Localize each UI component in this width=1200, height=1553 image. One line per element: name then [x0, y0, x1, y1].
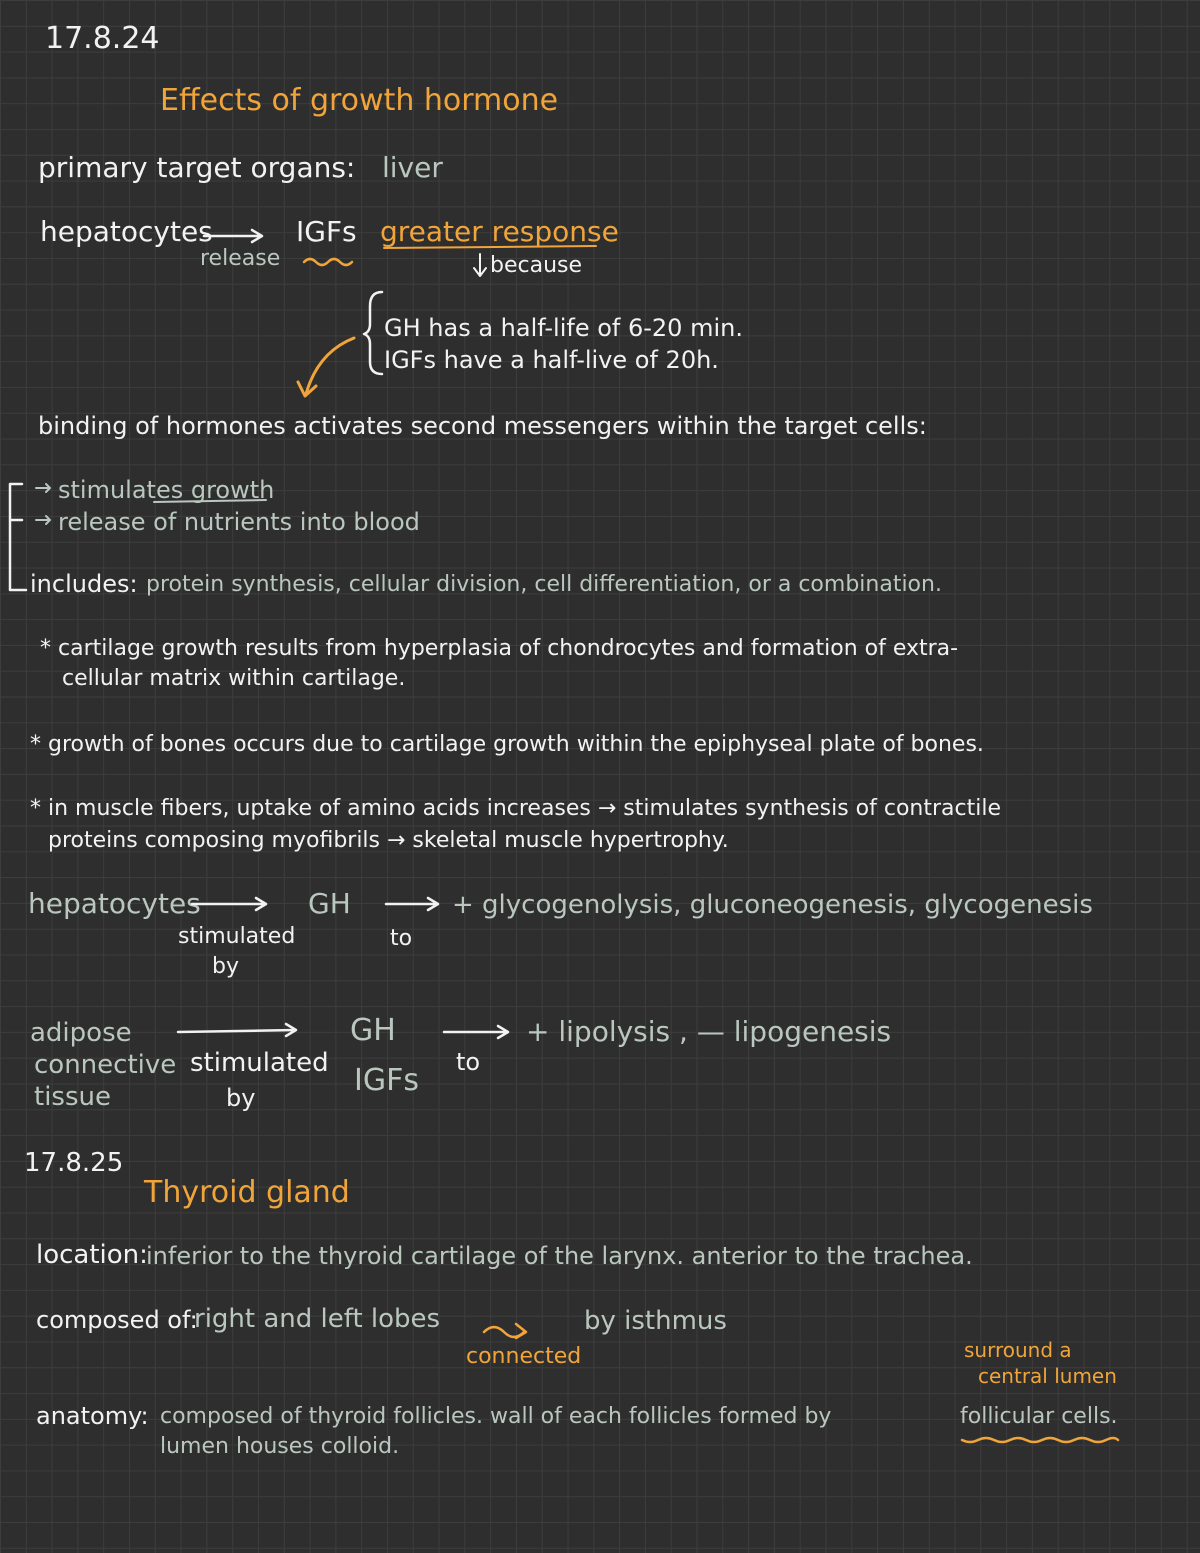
bullet-3-line-1: * in muscle fibers, uptake of amino acids increases → stimulates synthesis of contractile	[30, 796, 1001, 821]
date-heading-2: 17.8.25	[24, 1148, 124, 1178]
brace-halflife	[364, 292, 382, 374]
squiggle-igfs	[304, 259, 352, 265]
by-isthmus: by isthmus	[584, 1306, 727, 1336]
underline-stimulates	[154, 500, 266, 502]
arrow-adipose-gh	[178, 1024, 296, 1036]
bullet-1-line-1: * cartilage growth results from hyperplasia of chondrocytes and formation of extra-	[40, 636, 959, 661]
composed-label: composed of:	[36, 1306, 198, 1334]
halflife-igfs: IGFs have a half-live of 20h.	[384, 346, 719, 374]
primary-target-value: liver	[382, 151, 443, 184]
bullet-3-line-2: proteins composing myofibrils → skeletal muscle hypertrophy.	[48, 828, 729, 853]
composed-value: right and left lobes	[194, 1304, 441, 1334]
underline-response	[384, 246, 596, 248]
bullet-2: * growth of bones occurs due to cartilage growth within the epiphyseal plate of bones.	[30, 732, 984, 757]
includes-label: includes:	[30, 570, 138, 598]
hep-subject: hepatocytes	[28, 887, 201, 920]
adipose-stimulated: stimulated	[190, 1048, 329, 1078]
adipose-hormone-gh: GH	[350, 1013, 396, 1048]
arrow-connected	[484, 1324, 526, 1338]
release-label: release	[200, 246, 281, 271]
arrow-hep-gh	[192, 898, 266, 910]
arrow-effect-2	[36, 516, 50, 524]
arrow-gh-lipolysis	[444, 1026, 508, 1038]
bracket-effects	[10, 484, 26, 590]
hepatocytes-label: hepatocytes	[40, 215, 213, 248]
hep-effects: + glycogenolysis, gluconeogenesis, glycogenesis	[452, 890, 1093, 920]
halflife-gh: GH has a half-life of 6-20 min.	[384, 314, 743, 342]
surround-note-2: central lumen	[978, 1364, 1117, 1388]
surround-note-1: surround a	[964, 1338, 1072, 1362]
includes-value: protein synthesis, cellular division, cell differentiation, or a combination.	[146, 572, 942, 597]
connected-label: connected	[466, 1344, 582, 1369]
hep-by: by	[212, 954, 239, 979]
arrow-because	[474, 254, 486, 276]
arrow-curve-orange	[298, 338, 354, 396]
arrow-effect-1	[36, 484, 50, 492]
adipose-by: by	[226, 1084, 256, 1112]
hep-hormone: GH	[308, 887, 351, 920]
adipose-subject-1: adipose	[30, 1018, 132, 1048]
arrow-release	[204, 230, 262, 242]
anatomy-value: composed of thyroid follicles. wall of each follicles formed by	[160, 1404, 832, 1429]
location-value: inferior to the thyroid cartilage of the larynx. anterior to the trachea.	[146, 1242, 973, 1270]
follicular-cells: follicular cells.	[960, 1404, 1118, 1429]
adipose-subject-2: connective	[34, 1050, 177, 1080]
arrow-gh-effects	[386, 898, 438, 910]
date-heading-1: 17.8.24	[45, 21, 160, 56]
adipose-to: to	[456, 1048, 481, 1076]
effect-release-nutrients: release of nutrients into blood	[58, 508, 420, 536]
squiggle-follicular	[962, 1438, 1118, 1442]
anatomy-line-2: lumen houses colloid.	[160, 1434, 400, 1459]
adipose-effects: + lipolysis , — lipogenesis	[526, 1015, 892, 1048]
greater-response: greater response	[380, 215, 619, 248]
hep-to: to	[390, 926, 413, 951]
primary-target-label: primary target organs:	[38, 151, 356, 184]
adipose-subject-3: tissue	[34, 1082, 111, 1112]
location-label: location:	[36, 1240, 148, 1270]
effect-stimulates-growth: stimulates growth	[58, 476, 275, 504]
hep-stimulated: stimulated	[178, 924, 296, 949]
anatomy-label: anatomy:	[36, 1402, 149, 1430]
adipose-hormone-igfs: IGFs	[354, 1063, 419, 1098]
section-title-thyroid: Thyroid gland	[144, 1175, 350, 1210]
because-label: because	[490, 253, 583, 278]
igfs-label: IGFs	[296, 215, 357, 248]
bullet-1-line-2: cellular matrix within cartilage.	[62, 666, 406, 691]
section-title-growth-hormone: Effects of growth hormone	[160, 83, 559, 118]
binding-statement: binding of hormones activates second messengers within the target cells:	[38, 412, 927, 440]
